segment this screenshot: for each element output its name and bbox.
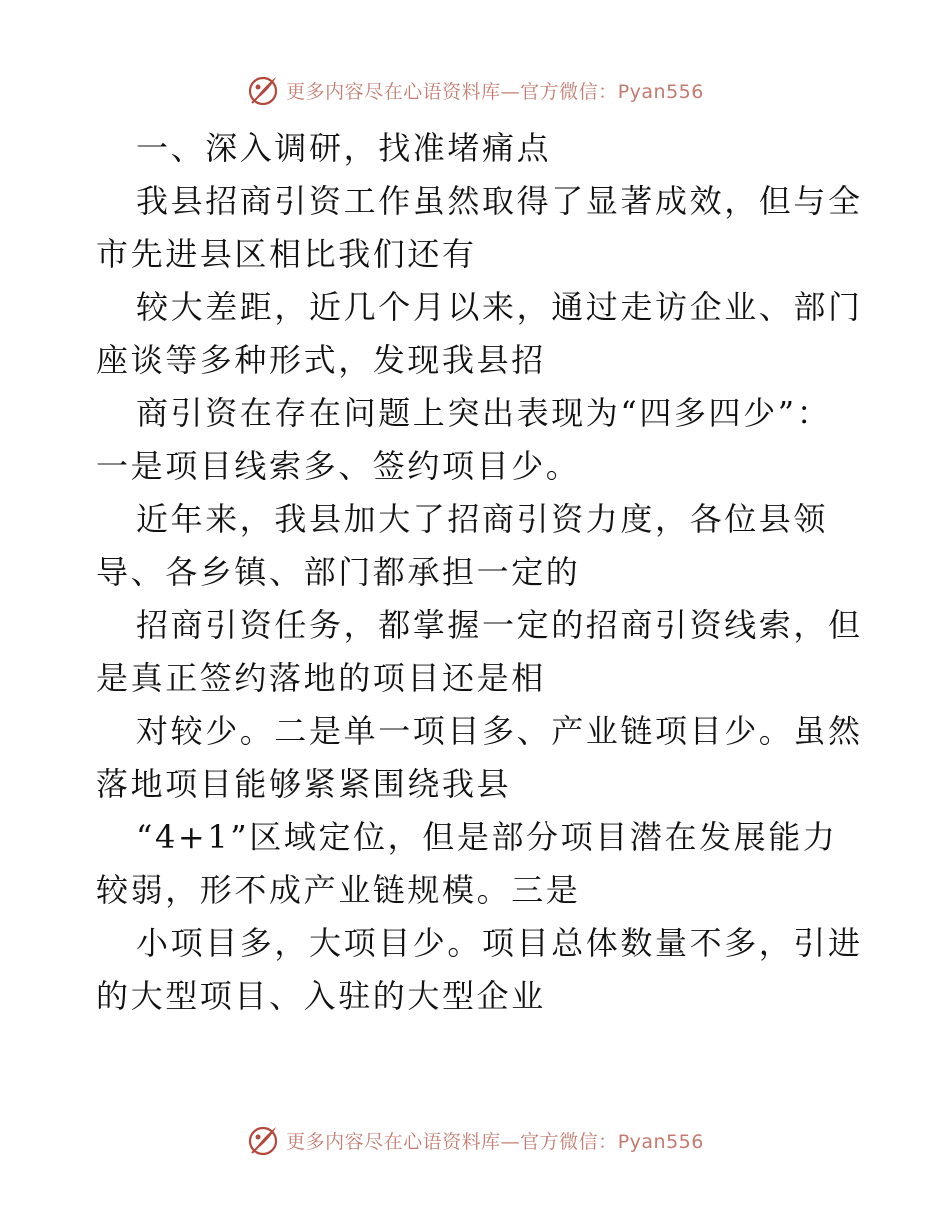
feather-pen-logo-icon (246, 73, 280, 107)
paragraph-line: 招商引资任务，都掌握一定的招商引资线索，但 (136, 606, 863, 644)
paragraph-line: 较弱，形不成产业链规模。三是 (96, 871, 581, 909)
paragraph-line: “4+1”区域定位，但是部分项目潜在发展能力 (136, 818, 838, 856)
paragraph-line: 落地项目能够紧紧围绕我县 (96, 765, 512, 803)
header-watermark (0, 70, 950, 110)
footer-watermark (0, 1120, 950, 1160)
paragraph-line: 导、各乡镇、部门都承担一定的 (96, 553, 581, 591)
paragraph-line: 的大型项目、入驻的大型企业 (96, 977, 546, 1015)
paragraph-line: 较大差距，近几个月以来，通过走访企业、部门 (136, 288, 863, 326)
feather-pen-logo-icon (246, 1123, 280, 1157)
paragraph-line: 是真正签约落地的项目还是相 (96, 659, 546, 697)
paragraph-line: 近年来，我县加大了招商引资力度，各位县领 (136, 500, 829, 538)
paragraph-line: 小项目多，大项目少。项目总体数量不多，引进 (136, 924, 863, 962)
paragraph-line: 市先进县区相比我们还有 (96, 235, 477, 273)
document-body (96, 122, 863, 1023)
paragraph-line: 商引资在存在问题上突出表现为“四多四少”： (136, 394, 832, 432)
paragraph-line: 座谈等多种形式，发现我县招 (96, 341, 546, 379)
watermark-text: 更多内容尽在心语资料库—官方微信：Pyan556 (286, 1130, 704, 1153)
paragraph-line: 一是项目线索多、签约项目少。 (96, 447, 581, 485)
watermark-text: 更多内容尽在心语资料库—官方微信：Pyan556 (286, 80, 704, 103)
section-heading: 一、深入调研，找准堵痛点 (136, 129, 552, 167)
paragraph-line: 我县招商引资工作虽然取得了显著成效，但与全 (136, 182, 863, 220)
paragraph-line: 对较少。二是单一项目多、产业链项目少。虽然 (136, 712, 863, 750)
